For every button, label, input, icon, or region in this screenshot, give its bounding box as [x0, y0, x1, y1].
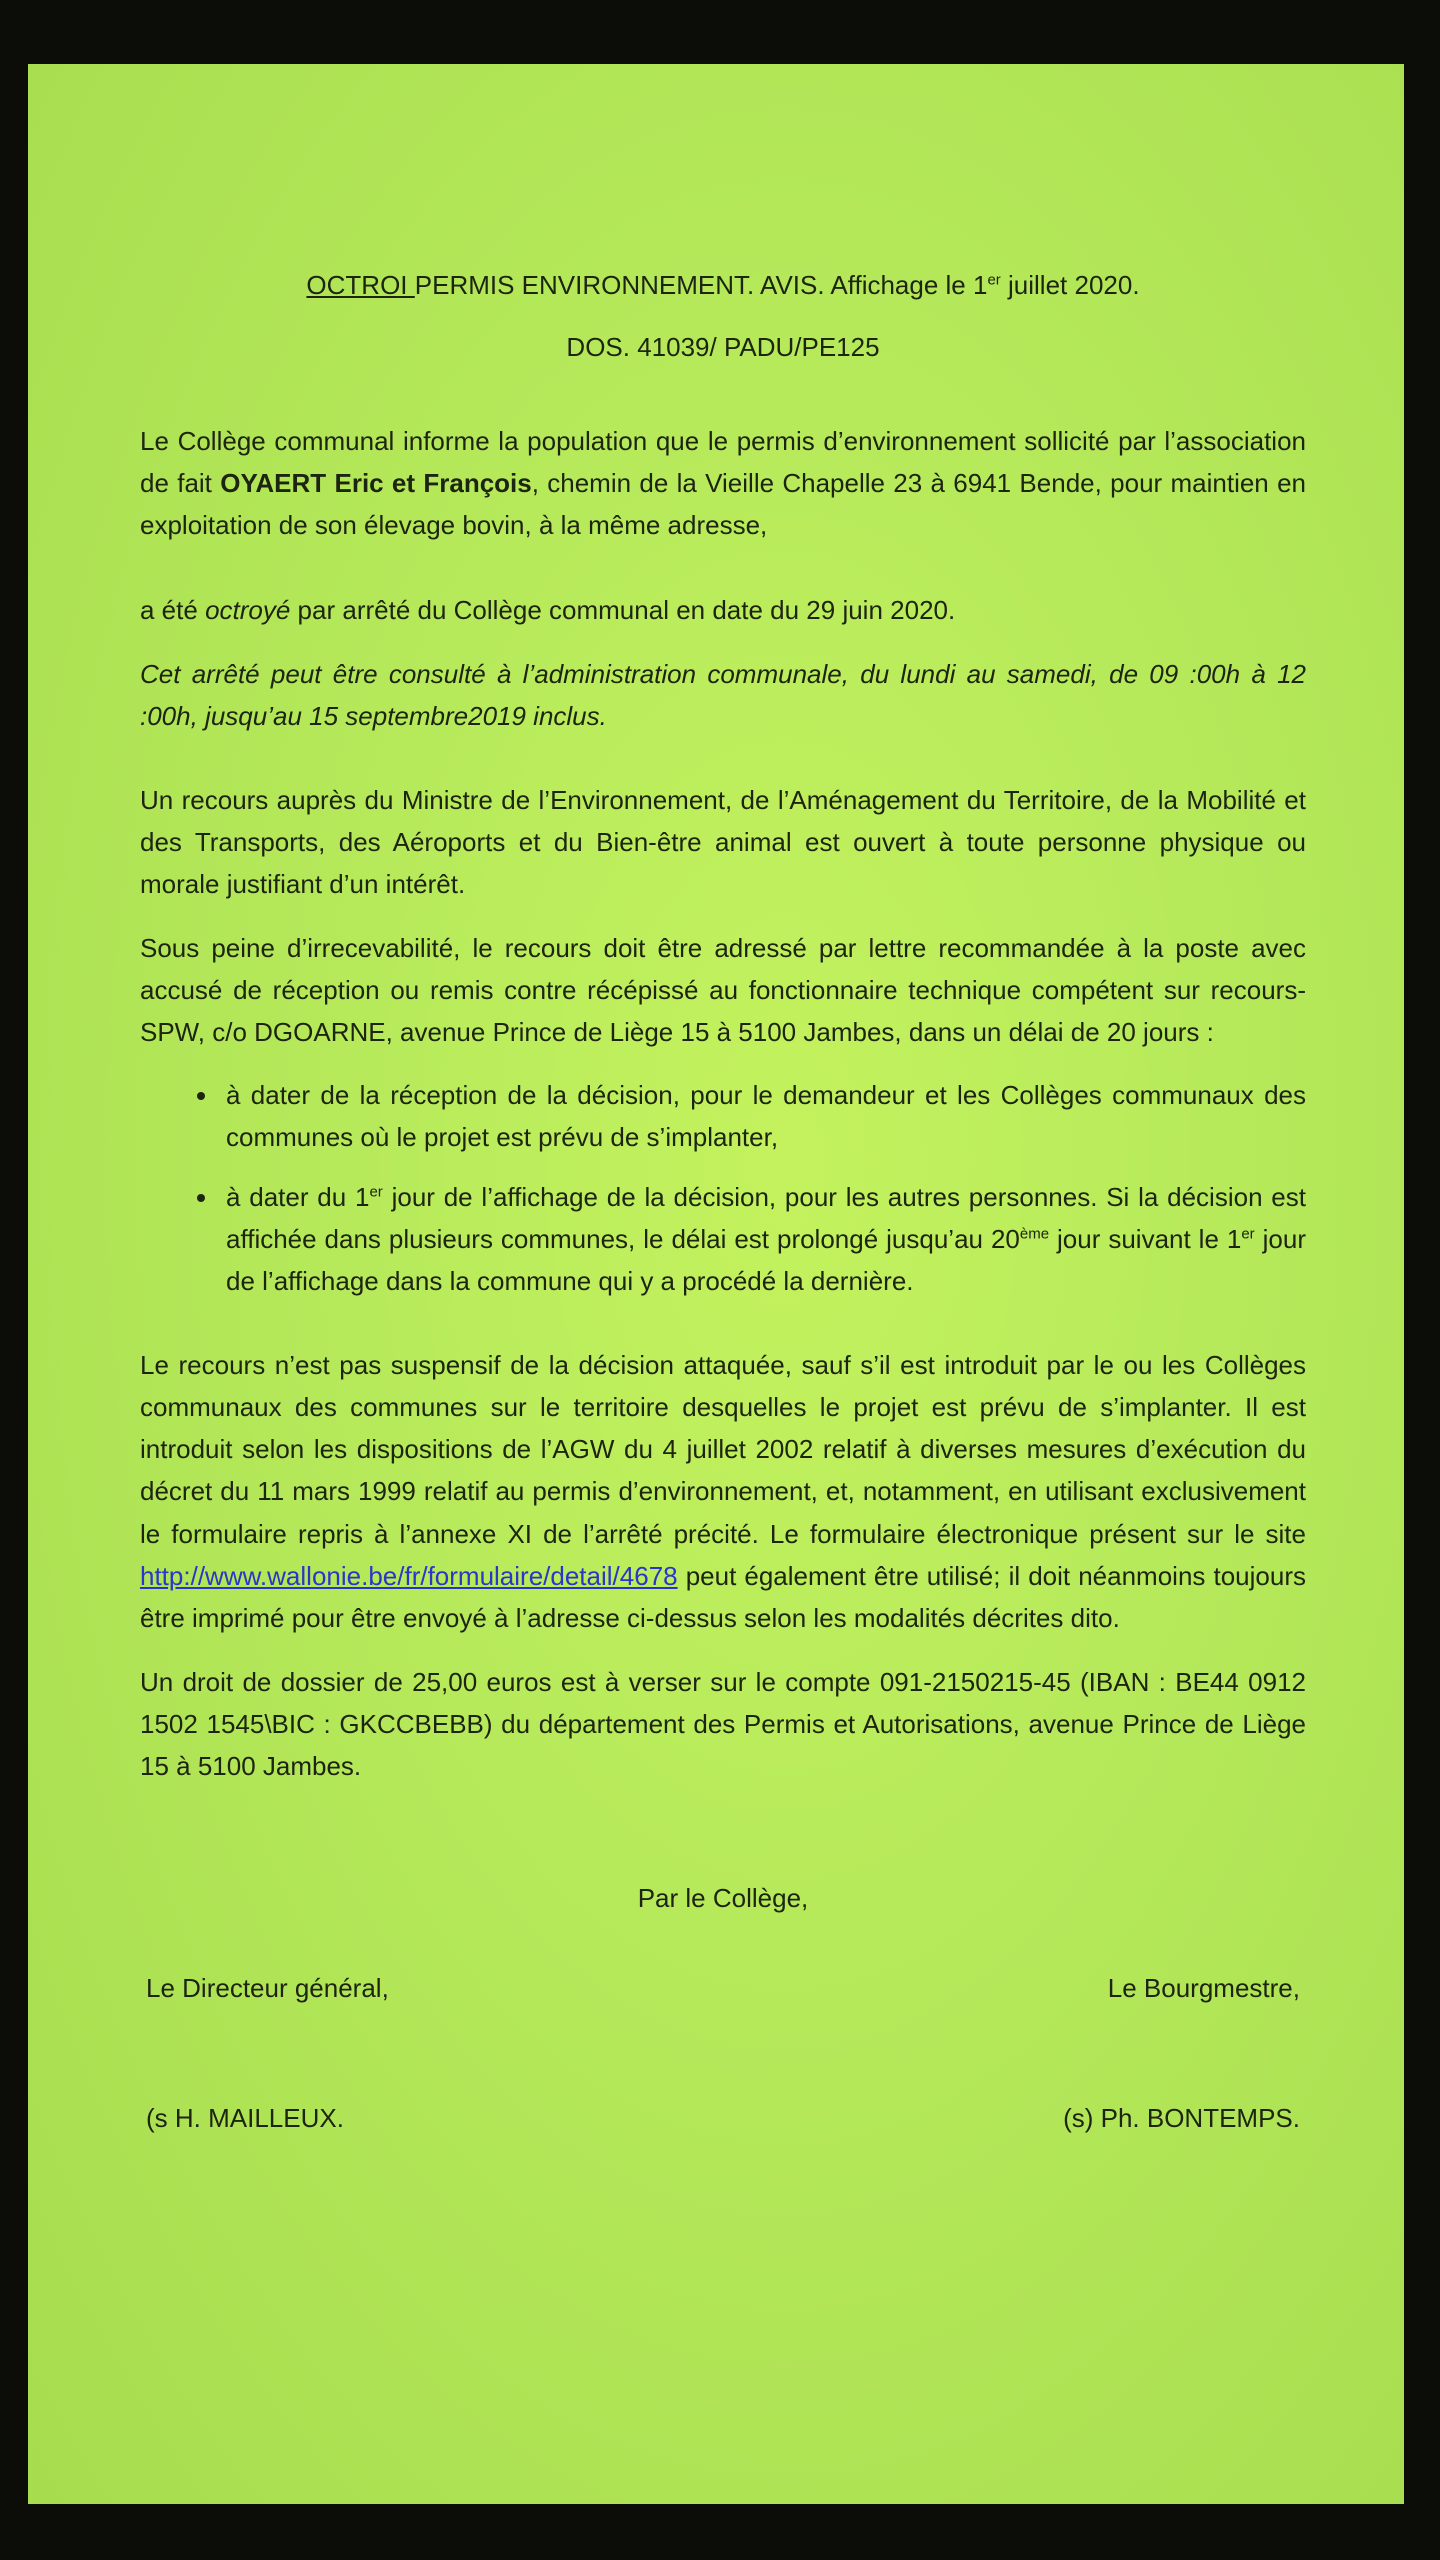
name-director: (s H. MAILLEUX.	[146, 2103, 344, 2134]
intro-text-a: Le Collège communal informe la population que le permis d’environnement sollicité par l’association de fait	[140, 426, 1306, 499]
dossier-reference: DOS. 41039/ PADU/PE125	[566, 332, 880, 363]
intro-text-b: , chemin de la Vieille Chapelle 23 à 6941 Bende, pour maintien en exploitation de son élevage bovin, à la même adresse,	[140, 468, 1306, 541]
suspensive-text-b: peut également être utilisé; il doit néanmoins toujours être imprimé pour être envoyé à l’adresse ci-dessus selon les modalités décrites dito.	[140, 1560, 1306, 1633]
role-director: Le Directeur général,	[146, 1973, 389, 2004]
paragraph-appeal: Un recours auprès du Ministre de l’Environnement, de l’Aménagement du Territoire, de la Mobilité et des Transports, des Aéroports et du Bien-être animal est ouvert à toute personne physique ou morale justifiant d’un intérêt.	[140, 784, 1306, 900]
form-link[interactable]: http://www.wallonie.be/fr/formulaire/detail/4678	[140, 1560, 678, 1591]
paragraph-procedure: Sous peine d’irrecevabilité, le recours doit être adressé par lettre recommandée à la poste avec accusé de réception ou remis contre récépissé au fonctionnaire technique compétent sur recours-SPW, c/o DGOARNE, avenue Prince de Liège 15 à 5100 Jambes, dans un délai de 20 jours :	[140, 933, 1306, 1048]
paragraph-decision	[140, 589, 1306, 631]
role-mayor: Le Bourgmestre,	[1107, 1973, 1300, 2004]
decision-text-a: a été	[140, 594, 206, 625]
name-mayor: (s) Ph. BONTEMPS.	[1063, 2103, 1300, 2134]
bullet2-text-b: jour de l’affichage de la décision, pour les autres personnes. Si la décision est affichée dans plusieurs communes, le délai est prolongé jusqu’au 20	[226, 1181, 1306, 1254]
paragraph-intro	[140, 420, 1306, 546]
list-item: • à dater de la réception de la décision, pour le demandeur et les Collèges communaux des communes où le projet est prévu de s’implanter,	[220, 1074, 1306, 1158]
signoff: Par le Collège,	[637, 1883, 809, 1914]
paragraph-consultation	[140, 653, 1306, 737]
bullet2-text-c: jour suivant le 1	[1049, 1223, 1242, 1254]
signatory-names	[140, 2097, 1306, 2139]
signatory-roles	[140, 1967, 1306, 2009]
title-sup: er	[987, 271, 1001, 289]
bullet2-text-d: jour de l’affichage dans la commune qui y a procédé la dernière.	[226, 1223, 1307, 1296]
title-main: PERMIS ENVIRONNEMENT. AVIS. Affichage le 1	[414, 270, 988, 300]
bullet2-sup-2: ème	[1019, 1225, 1050, 1243]
paragraph-suspensive	[140, 1344, 1306, 1639]
bullet2-sup-1: er	[369, 1183, 383, 1201]
notice-title	[140, 264, 1306, 306]
title-end: juillet 2020.	[1000, 270, 1140, 300]
decision-granted: octroyé	[205, 594, 291, 625]
notice-sheet	[28, 64, 1404, 2504]
consultation-text: Cet arrêté peut être consulté à l’administration communale, du lundi au samedi, de 09 :00h à 12 :00h, jusqu’au 15 septembre2019 inclus.	[140, 658, 1306, 731]
deadline-list	[140, 1074, 1306, 1303]
bullet2-text-a: à dater du 1	[226, 1181, 370, 1212]
list-item	[220, 1176, 1306, 1302]
title-octroi: OCTROI	[306, 270, 415, 300]
applicant-name: OYAERT Eric et François	[220, 468, 532, 499]
decision-text-b: par arrêté du Collège communal en date du 29 juin 2020.	[290, 594, 956, 625]
bullet2-sup-3: er	[1241, 1225, 1255, 1243]
paragraph-fee: Un droit de dossier de 25,00 euros est à verser sur le compte 091-2150215-45 (IBAN : BE44 0912 1502 1545\BIC : GKCCBEBB) du département des Permis et Autorisations, avenue Prince de Liège 15 à 5100 Jambes.	[140, 1666, 1306, 1782]
suspensive-text-a: Le recours n’est pas suspensif de la décision attaquée, sauf s’il est introduit par le ou les Collèges communaux des communes sur le territoire desquelles le projet est prévu de s’implanter. Il est introduit selon les dispositions de l’AGW du 4 juillet 2002 relatif à diverses mesures d’exécution du décret du 11 mars 1999 relatif au permis d’environnement, et, notamment, en utilisant exclusivement le formulaire repris à l’annexe XI de l’arrêté précité. Le formulaire électronique présent sur le site	[140, 1350, 1306, 1549]
